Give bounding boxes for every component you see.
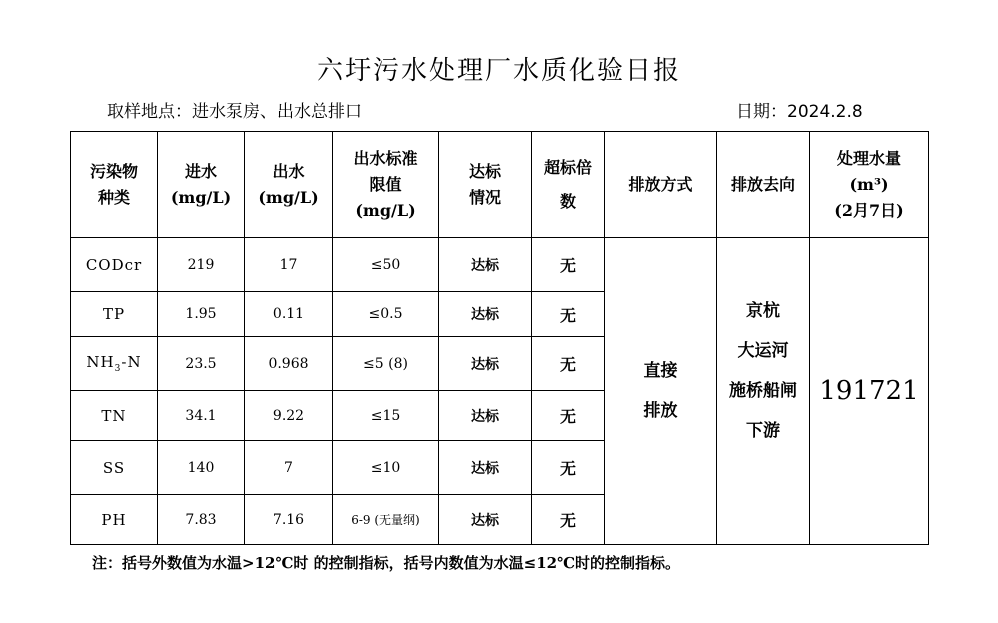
inflow-value: 140 [158,441,245,495]
pollutant-name: CODcr [71,238,158,292]
water-quality-table [70,131,929,545]
limit-value: ≤5 (8) [333,337,439,391]
header-limit: 出水标准 限值 (mg/L) [333,132,439,238]
over-value: 无 [532,495,605,545]
discharge-method: 直接 排放 [605,238,717,545]
over-value: 无 [532,391,605,441]
outflow-value: 7.16 [245,495,333,545]
limit-value: ≤10 [333,441,439,495]
report-title: 六圩污水处理厂水质化验日报 [316,56,681,86]
limit-value: 6-9 (无量纲) [333,495,439,545]
inflow-value: 219 [158,238,245,292]
header-method: 排放方式 [605,132,717,238]
outflow-value: 7 [245,441,333,495]
table-row [71,238,929,292]
inflow-value: 23.5 [158,337,245,391]
header-volume: 处理水量 (m³) (2月7日) [810,132,929,238]
status-value: 达标 [439,391,532,441]
limit-value: ≤50 [333,238,439,292]
inflow-value: 34.1 [158,391,245,441]
treated-volume: 191721 [810,238,929,545]
header-row [71,132,929,238]
limit-value: ≤15 [333,391,439,441]
over-value: 无 [532,292,605,337]
limit-value: ≤0.5 [333,292,439,337]
header-inflow: 进水 (mg/L) [158,132,245,238]
pollutant-name: TP [71,292,158,337]
over-value: 无 [532,441,605,495]
pollutant-name: $NH_3-N$ [71,337,158,391]
outflow-value: 0.968 [245,337,333,391]
outflow-value: 0.11 [245,292,333,337]
footnote: 注：括号外数值为水温>12℃时 的控制指标，括号内数值为水温≤12℃时的控制指标。 [92,554,681,572]
pollutant-name: SS [71,441,158,495]
header-status: 达标 情况 [439,132,532,238]
report-date: 日期：2024.2.8 [736,102,863,122]
over-value: 无 [532,238,605,292]
inflow-value: 7.83 [158,495,245,545]
sampling-location: 取样地点：进水泵房、出水总排口 [107,102,362,122]
status-value: 达标 [439,238,532,292]
outflow-value: 9.22 [245,391,333,441]
status-value: 达标 [439,292,532,337]
header-pollutant: 污染物 种类 [71,132,158,238]
status-value: 达标 [439,337,532,391]
pollutant-name: PH [71,495,158,545]
inflow-value: 1.95 [158,292,245,337]
outflow-value: 17 [245,238,333,292]
header-destination: 排放去向 [717,132,810,238]
header-outflow: 出水 (mg/L) [245,132,333,238]
discharge-destination: 京杭 大运河 施桥船闸 下游 [717,238,810,545]
over-value: 无 [532,337,605,391]
status-value: 达标 [439,495,532,545]
status-value: 达标 [439,441,532,495]
header-over: 超标倍 数 [532,132,605,238]
pollutant-name: TN [71,391,158,441]
